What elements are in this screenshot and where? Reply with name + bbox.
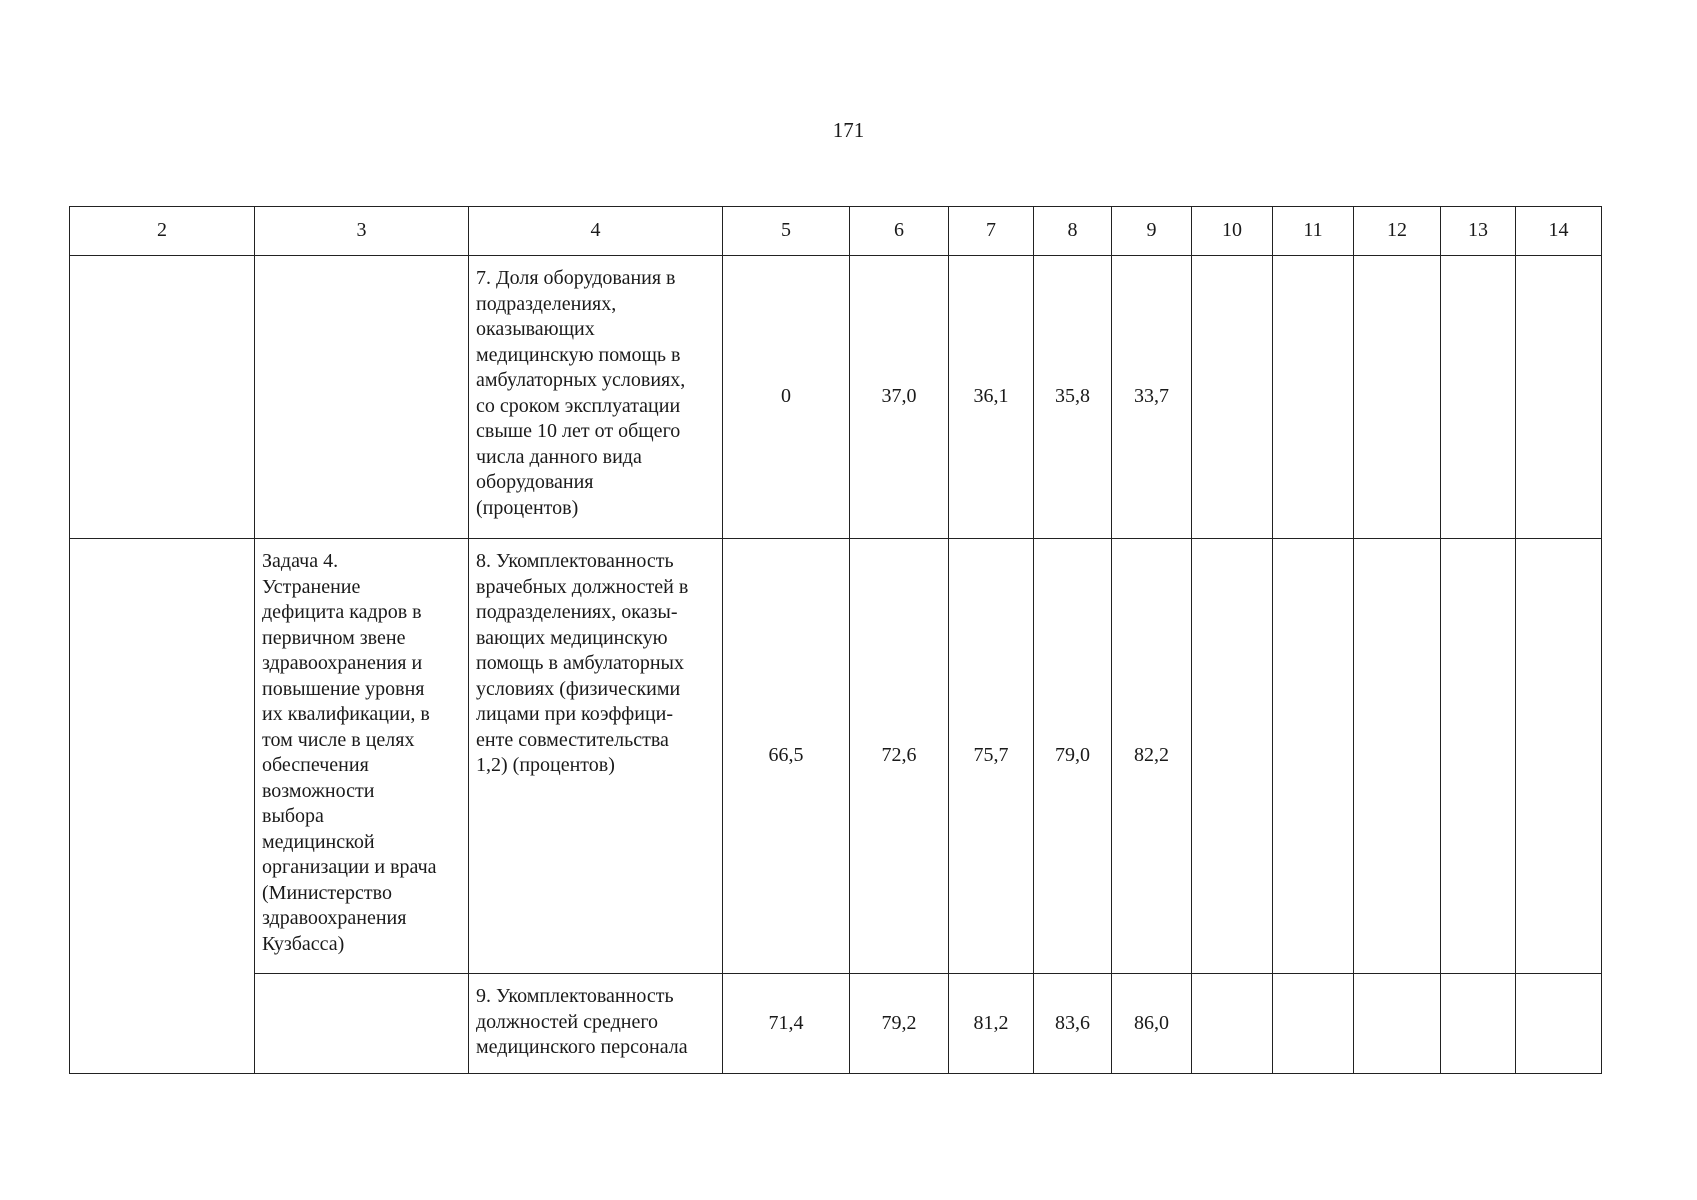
- empty-cell: [1273, 974, 1354, 1074]
- value-cell: 75,7: [949, 539, 1034, 974]
- column-header: 13: [1441, 207, 1516, 256]
- value-cell: 79,0: [1034, 539, 1112, 974]
- task-cell: [255, 974, 469, 1074]
- empty-cell: [1441, 974, 1516, 1074]
- value-cell: 35,8: [1034, 256, 1112, 539]
- empty-cell: [1441, 256, 1516, 539]
- page-number: 171: [832, 118, 865, 142]
- column-header: 14: [1516, 207, 1602, 256]
- value-cell: 72,6: [850, 539, 949, 974]
- value-cell: 83,6: [1034, 974, 1112, 1074]
- column-header: 12: [1354, 207, 1441, 256]
- empty-cell: [1516, 974, 1602, 1074]
- column-header: 3: [255, 207, 469, 256]
- indicators-table: [69, 206, 1602, 1074]
- column-header: 7: [949, 207, 1034, 256]
- indicator-cell: 8. Укомплектованность врачебных должностей в подразделениях, оказы- вающих медицинскую помощь в амбулаторных условиях (физическими лицами при коэффици- енте совместительства 1,2) (процентов): [469, 539, 723, 974]
- empty-cell: [1354, 974, 1441, 1074]
- empty-cell: [1273, 256, 1354, 539]
- value-cell: 71,4: [723, 974, 850, 1074]
- empty-cell: [1192, 974, 1273, 1074]
- empty-cell: [1441, 539, 1516, 974]
- table-row: [70, 974, 1602, 1074]
- value-cell: 0: [723, 256, 850, 539]
- column-header: 11: [1273, 207, 1354, 256]
- column-header: 5: [723, 207, 850, 256]
- empty-cell: [1354, 256, 1441, 539]
- table-row: [70, 539, 1602, 974]
- value-cell: 36,1: [949, 256, 1034, 539]
- empty-cell: [70, 539, 255, 1074]
- table-header-row: [70, 207, 1602, 256]
- empty-cell: [70, 256, 255, 539]
- value-cell: 82,2: [1112, 539, 1192, 974]
- indicator-cell: 9. Укомплектованность должностей среднего медицинского персонала: [469, 974, 723, 1074]
- column-header: 6: [850, 207, 949, 256]
- empty-cell: [1516, 539, 1602, 974]
- empty-cell: [1192, 256, 1273, 539]
- task-cell: [255, 256, 469, 539]
- column-header: 9: [1112, 207, 1192, 256]
- value-cell: 37,0: [850, 256, 949, 539]
- column-header: 10: [1192, 207, 1273, 256]
- value-cell: 33,7: [1112, 256, 1192, 539]
- task-cell: Задача 4. Устранение дефицита кадров в первичном звене здравоохранения и повышение уровня их квалификации, в том числе в целях обеспечения возможности выбора медицинской организации и врача (Министерство здравоохранения Кузбасса): [255, 539, 469, 974]
- empty-cell: [1354, 539, 1441, 974]
- empty-cell: [1273, 539, 1354, 974]
- empty-cell: [1516, 256, 1602, 539]
- empty-cell: [1192, 539, 1273, 974]
- table-row: [70, 256, 1602, 539]
- column-header: 4: [469, 207, 723, 256]
- value-cell: 66,5: [723, 539, 850, 974]
- column-header: 2: [70, 207, 255, 256]
- value-cell: 86,0: [1112, 974, 1192, 1074]
- value-cell: 81,2: [949, 974, 1034, 1074]
- column-header: 8: [1034, 207, 1112, 256]
- value-cell: 79,2: [850, 974, 949, 1074]
- indicator-cell: 7. Доля оборудования в подразделениях, оказывающих медицинскую помощь в амбулаторных условиях, со сроком эксплуатации свыше 10 лет от общего числа данного вида оборудования (процентов): [469, 256, 723, 539]
